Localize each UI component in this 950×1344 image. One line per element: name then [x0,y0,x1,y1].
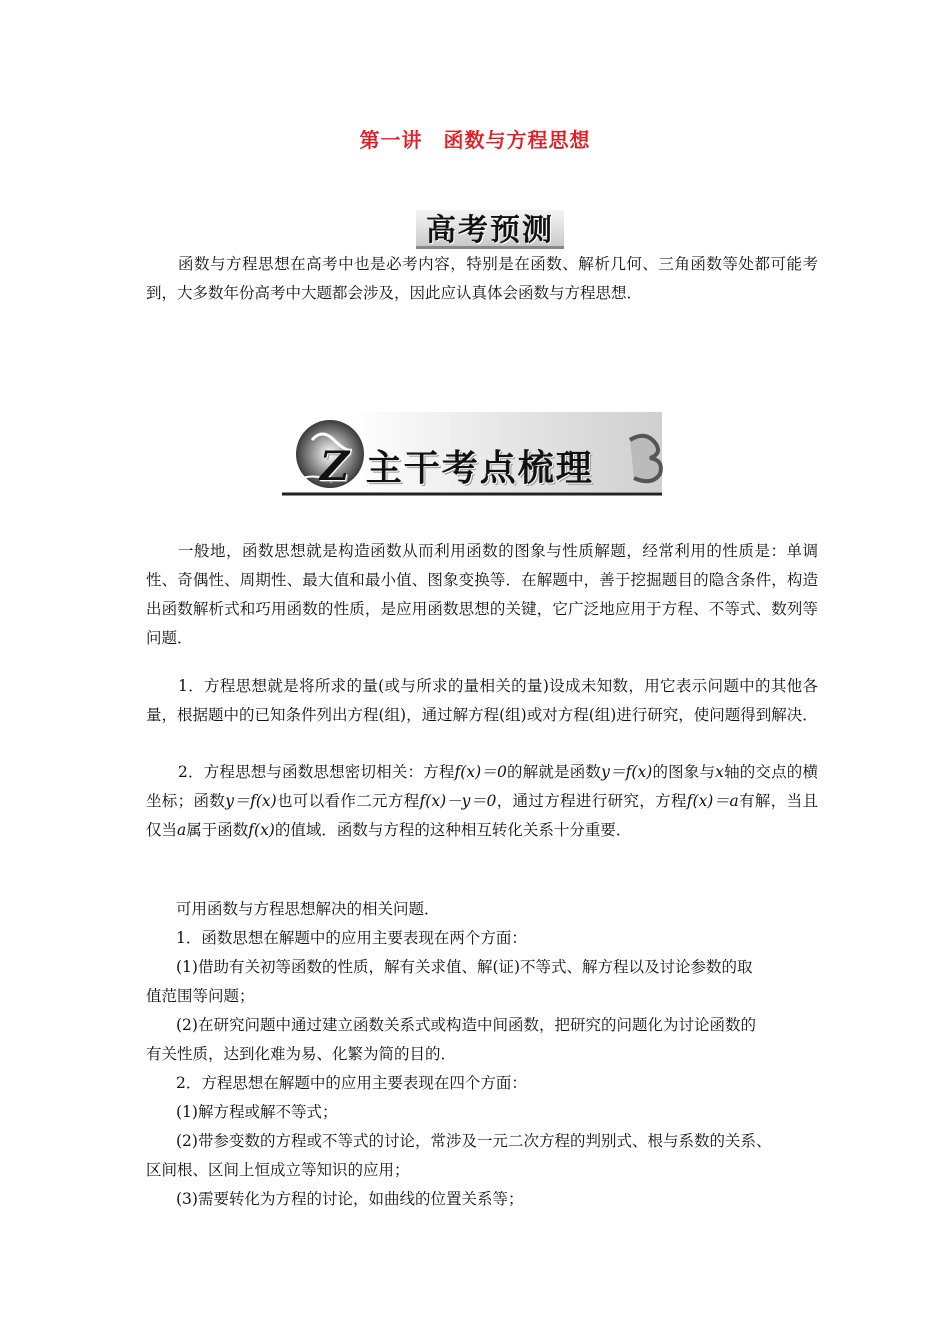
formula: f(x) [248,821,275,839]
text-span: 属于函数 [186,821,249,839]
list-item: 值范围等问题； [146,987,255,1005]
text-span: 2．方程思想与函数思想密切相关：方程 [178,763,455,781]
formula: a [177,821,187,839]
list-item: (3)需要转化为方程的讨论，如曲线的位置关系等； [176,1190,524,1208]
banner-text-group [320,440,594,491]
formula: f(x)＝0 [454,763,507,781]
text-span: ，通过方程进行研究，方程 [496,792,687,810]
text-span: 的图象与 [652,763,716,781]
banner-text: 主干考点梳理 [365,448,594,489]
formula: f(x)－y＝0 [419,792,497,810]
banner-text: 高考预测 [426,213,554,248]
list-item: (2)在研究问题中通过建立函数关系式或构造中间函数，把研究的问题化为讨论函数的 [176,1016,756,1034]
list-item: 有关性质，达到化难为易、化繁为简的目的． [146,1045,457,1063]
text-span: 有解，当且仅当 [146,792,818,839]
formula: y＝f(x) [225,792,277,810]
function-thought-paragraph: 一般地，函数思想就是构造函数从而利用函数的图象与性质解题，经常利用的性质是：单调性、奇偶性、周期性、最大值和最小值、图象变换等．在解题中，善于挖掘题目的隐含条件，构造出函数解析式和巧用函数的性质，是应用函数思想的关键，它广泛地应用于方程、不等式、数列等问题． [146,542,818,647]
page-title: 第一讲 函数与方程思想 [359,128,591,152]
list-item: (1)借助有关初等函数的性质，解有关求值、解(证)不等式、解方程以及讨论参数的取 [176,958,753,976]
section-banner-zhugan [282,410,670,500]
equation-thought-item-1: 1．方程思想就是将所求的量(或与所求的量相关的量)设成未知数，用它表示问题中的其他各量，根据题中的已知条件列出方程(组)，通过解方程(组)或对方程(组)进行研究，使问题得到解决． [146,677,818,724]
list-item: (2)带参变数的方程或不等式的讨论，常涉及一元二次方程的判别式、根与系数的关系、 [176,1132,772,1150]
list-item: (1)解方程或解不等式； [176,1103,338,1121]
problems-lead: 可用函数与方程思想解决的相关问题． [176,900,440,918]
text-span: 也可以看作二元方程 [276,792,420,810]
equation-thought-item-2 [146,758,818,845]
text-span: 的解就是函数 [506,763,602,781]
list-item: 1．函数思想在解题中的应用主要表现在两个方面： [176,929,527,947]
banner-letter: Z [320,443,352,490]
formula: x [715,763,724,781]
formula: f(x)＝a [686,792,739,810]
list-item: 区间根、区间上恒成立等知识的应用； [146,1161,410,1179]
formula: y＝f(x) [601,763,653,781]
list-item: 2．方程思想在解题中的应用主要表现在四个方面： [176,1074,527,1092]
forecast-paragraph: 函数与方程思想在高考中也是必考内容，特别是在函数、解析几何、三角函数等处都可能考到，大多数年份高考中大题都会涉及，因此应认真体会函数与方程思想． [146,255,818,302]
section-banner-gaokao-yuce [416,206,564,248]
text-span: 轴的交点的横坐标；函数 [146,763,818,810]
text-span: 的值域．函数与方程的这种相互转化关系十分重要． [274,821,632,839]
